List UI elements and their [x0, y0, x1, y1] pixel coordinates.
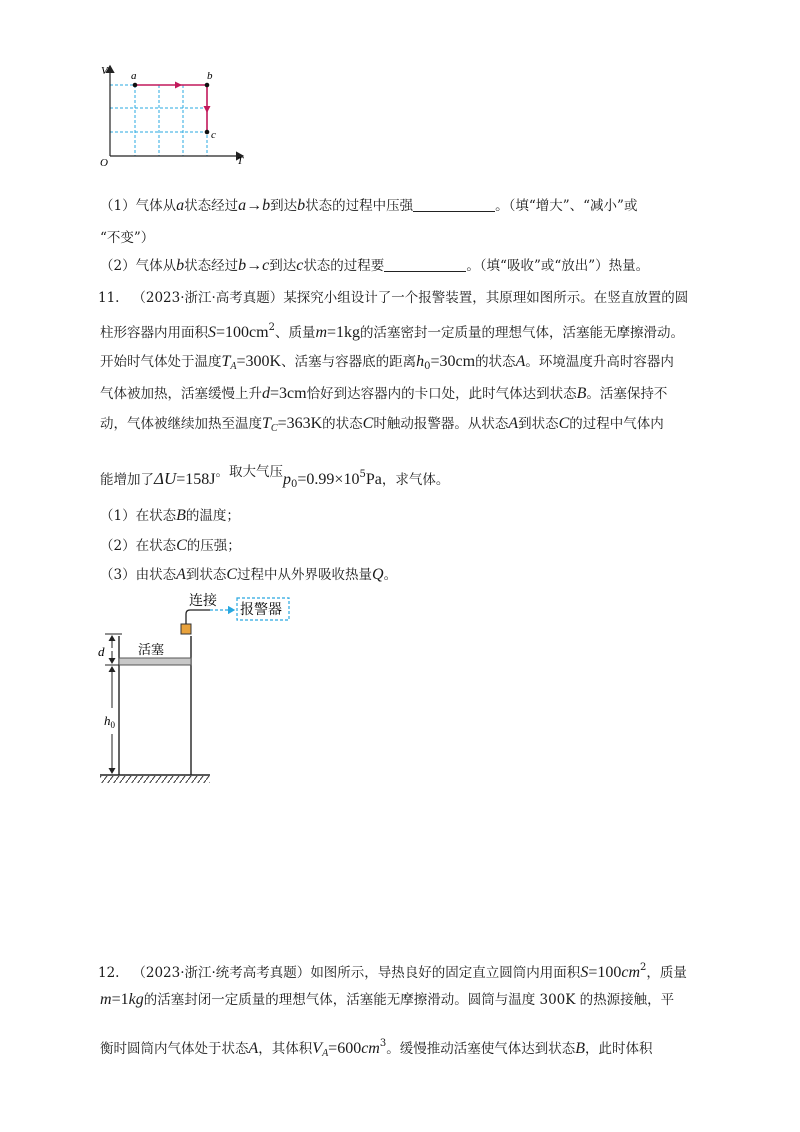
alarm-device-figure — [92, 588, 312, 788]
q10-sub1: （1）气体从a状态经过a→b到达b状态的过程中压强 。（填“增大”、“减小”或 — [100, 197, 638, 214]
q11-sub1: （1）在状态B的温度； — [100, 507, 240, 524]
q10-sub2: （2）气体从b状态经过b→c到达c状态的过程要 。（填“吸收”或“放出”）热量。 — [100, 257, 650, 274]
point-c-dot — [205, 130, 210, 135]
connect-label: 连接 — [189, 594, 217, 609]
q11-line3: 开始时气体处于温度$T_A=300K$、活塞与容器底的距离$h_0=30cm$的状态A。环境温度升高时容器内 — [100, 353, 674, 372]
q12-source: （2023·浙江·统考高考真题） — [132, 965, 311, 981]
q12-number: 12. — [98, 965, 120, 981]
d-label: d — [98, 644, 105, 659]
q11-line5: 动，气体被继续加热至温度$T_C=363K$的状态C时触动报警器。从状态A到状态C的过程中气体内 — [100, 415, 664, 434]
alarm-label: 报警器 — [240, 603, 282, 618]
q10-sub1-line2: “不变”） — [100, 230, 155, 246]
answer-blank-2[interactable] — [384, 257, 466, 272]
wire — [186, 610, 210, 624]
point-b-label: b — [207, 70, 213, 82]
q11-sub3: （3）由状态A到状态C过程中从外界吸收热量Q。 — [100, 566, 398, 583]
q11-line6: 能增加了ΔU=158J。取大气压$p_0=0.99\times 10^5Pa$，求气体。 — [100, 464, 450, 490]
answer-blank-1[interactable] — [413, 197, 495, 212]
q12-line2: m=1kg的活塞封闭一定质量的理想气体，活塞能无摩擦滑动。圆筒与温度 300K 的热源接触，平 — [100, 991, 675, 1008]
q11-line2: 柱形容器内用面积$S=100cm^2$、质量m=1kg的活塞密封一定质量的理想气体，活塞能无摩擦滑动。 — [100, 322, 685, 341]
v-axis-label: V — [101, 65, 108, 77]
ground-hatch — [100, 776, 210, 783]
point-a-label: a — [131, 70, 137, 82]
vt-graph — [95, 58, 255, 173]
point-a-dot — [133, 83, 138, 88]
q12-line1: 12. （2023·浙江·统考高考真题）如图所示，导热良好的固定直立圆筒内用面积$S=100cm^2$，质量 — [98, 962, 687, 981]
t-axis-label: T — [237, 155, 244, 167]
origin-label: O — [100, 157, 108, 169]
q11-line4: 气体被加热，活塞缓慢上升d=3cm恰好到达容器内的卡口处，此时气体达到状态B。活塞保持不 — [100, 385, 668, 402]
piston — [119, 658, 191, 665]
grid-lines — [110, 85, 207, 156]
q11-sub2: （2）在状态C的压强； — [100, 537, 241, 554]
h0-label: $h_0$ — [104, 713, 115, 730]
point-b-dot — [205, 83, 210, 88]
sensor-block — [181, 624, 191, 634]
process-path — [135, 82, 211, 133]
point-c-label: c — [211, 129, 216, 141]
q11-number: 11. — [98, 290, 120, 306]
q11-line1: 11. （2023·浙江·高考真题）某探究小组设计了一个报警装置，其原理如图所示。在竖直放置的圆 — [98, 290, 689, 306]
piston-label: 活塞 — [138, 642, 165, 657]
q11-source: （2023·浙江·高考真题） — [132, 290, 284, 306]
q12-line3: 衡时圆筒内气体处于状态A，其体积$V_A=600cm^3$。缓慢推动活塞使气体达到状态B，此时体积 — [100, 1038, 653, 1059]
